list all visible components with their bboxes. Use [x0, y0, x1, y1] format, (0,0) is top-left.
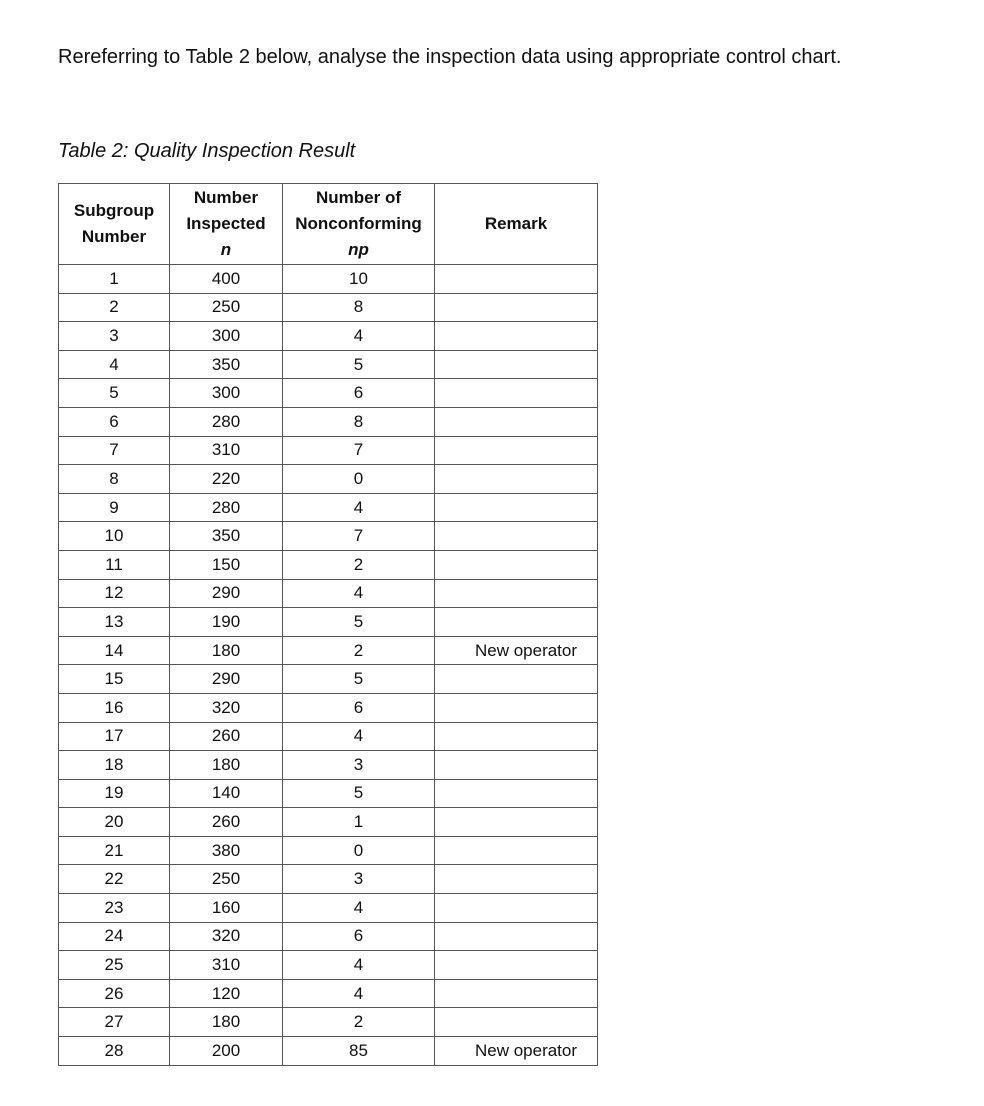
remark-cell [435, 350, 598, 379]
subgroup-cell: 2 [59, 293, 170, 322]
nonconforming-cell: 10 [283, 265, 435, 294]
table-row [59, 379, 598, 408]
subgroup-cell: 20 [59, 808, 170, 837]
subgroup-cell: 10 [59, 522, 170, 551]
subgroup-cell: 25 [59, 951, 170, 980]
remark-cell [435, 922, 598, 951]
remark-cell [435, 465, 598, 494]
table-row [59, 779, 598, 808]
table-row [59, 865, 598, 894]
table-row [59, 894, 598, 923]
table-row [59, 693, 598, 722]
inspected-cell: 290 [170, 665, 283, 694]
remark-cell [435, 665, 598, 694]
remark-cell [435, 579, 598, 608]
inspected-cell: 250 [170, 865, 283, 894]
inspected-cell: 250 [170, 293, 283, 322]
table-row [59, 436, 598, 465]
remark-cell [435, 979, 598, 1008]
subgroup-cell: 22 [59, 865, 170, 894]
inspected-cell: 160 [170, 894, 283, 923]
subgroup-cell: 9 [59, 493, 170, 522]
subgroup-cell: 13 [59, 608, 170, 637]
remark-cell: New operator [435, 636, 598, 665]
inspection-table [58, 183, 598, 1066]
inspected-cell: 290 [170, 579, 283, 608]
remark-cell [435, 265, 598, 294]
remark-cell [435, 522, 598, 551]
subgroup-cell: 17 [59, 722, 170, 751]
inspected-cell: 180 [170, 636, 283, 665]
table-row [59, 922, 598, 951]
table-row [59, 265, 598, 294]
table-row [59, 322, 598, 351]
nonconforming-cell: 7 [283, 436, 435, 465]
subgroup-cell: 18 [59, 751, 170, 780]
table-row [59, 407, 598, 436]
subgroup-cell: 28 [59, 1037, 170, 1066]
inspected-cell: 120 [170, 979, 283, 1008]
table-row [59, 722, 598, 751]
table-row [59, 579, 598, 608]
subgroup-cell: 26 [59, 979, 170, 1008]
inspected-cell: 150 [170, 550, 283, 579]
nonconforming-cell: 6 [283, 693, 435, 722]
subgroup-cell: 12 [59, 579, 170, 608]
subgroup-cell: 5 [59, 379, 170, 408]
subgroup-cell: 6 [59, 407, 170, 436]
inspected-cell: 280 [170, 407, 283, 436]
inspected-cell: 180 [170, 751, 283, 780]
inspected-cell: 400 [170, 265, 283, 294]
subgroup-cell: 21 [59, 836, 170, 865]
subgroup-cell: 14 [59, 636, 170, 665]
table-row [59, 665, 598, 694]
nonconforming-cell: 5 [283, 350, 435, 379]
nonconforming-cell: 0 [283, 836, 435, 865]
nonconforming-cell: 8 [283, 293, 435, 322]
nonconforming-cell: 3 [283, 751, 435, 780]
subgroup-cell: 3 [59, 322, 170, 351]
remark-cell [435, 493, 598, 522]
remark-cell [435, 751, 598, 780]
table-row [59, 1037, 598, 1066]
header-row [59, 184, 598, 265]
remark-cell [435, 722, 598, 751]
header-inspected-symbol: n [220, 240, 232, 259]
header-subgroup [59, 184, 170, 265]
inspected-cell: 260 [170, 722, 283, 751]
subgroup-cell: 23 [59, 894, 170, 923]
inspected-cell: 280 [170, 493, 283, 522]
nonconforming-cell: 5 [283, 779, 435, 808]
nonconforming-cell: 2 [283, 1008, 435, 1037]
inspected-cell: 350 [170, 350, 283, 379]
inspected-cell: 140 [170, 779, 283, 808]
table-row [59, 1008, 598, 1037]
remark-cell [435, 894, 598, 923]
table-row [59, 979, 598, 1008]
table-row [59, 550, 598, 579]
nonconforming-cell: 4 [283, 493, 435, 522]
header-nonconforming-symbol: np [348, 240, 369, 259]
nonconforming-cell: 5 [283, 608, 435, 637]
remark-cell [435, 407, 598, 436]
inspected-cell: 220 [170, 465, 283, 494]
table-body [59, 265, 598, 1066]
nonconforming-cell: 5 [283, 665, 435, 694]
subgroup-cell: 11 [59, 550, 170, 579]
table-row [59, 636, 598, 665]
nonconforming-cell: 2 [283, 550, 435, 579]
table-header [59, 184, 598, 265]
inspected-cell: 350 [170, 522, 283, 551]
remark-cell [435, 951, 598, 980]
inspected-cell: 320 [170, 693, 283, 722]
header-inspected-line1: Number [193, 188, 259, 207]
nonconforming-cell: 6 [283, 922, 435, 951]
nonconforming-cell: 4 [283, 979, 435, 1008]
remark-cell [435, 693, 598, 722]
subgroup-cell: 15 [59, 665, 170, 694]
header-nonconforming-line1: Number of [316, 188, 401, 207]
question-text: Rereferring to Table 2 below, analyse the inspection data using appropriate control chart. [58, 46, 842, 68]
inspected-cell: 300 [170, 379, 283, 408]
remark-cell: New operator [435, 1037, 598, 1066]
header-nonconforming [283, 184, 435, 265]
table-row [59, 951, 598, 980]
remark-cell [435, 379, 598, 408]
table-row [59, 608, 598, 637]
remark-cell [435, 865, 598, 894]
subgroup-cell: 1 [59, 265, 170, 294]
inspected-cell: 260 [170, 808, 283, 837]
remark-cell [435, 779, 598, 808]
subgroup-cell: 16 [59, 693, 170, 722]
nonconforming-cell: 3 [283, 865, 435, 894]
header-inspected-line2: Inspected [186, 214, 266, 233]
nonconforming-cell: 6 [283, 379, 435, 408]
subgroup-cell: 24 [59, 922, 170, 951]
header-nonconforming-line2: Nonconforming [295, 214, 422, 233]
header-subgroup-line1: Subgroup [73, 201, 155, 220]
remark-cell [435, 608, 598, 637]
nonconforming-cell: 8 [283, 407, 435, 436]
remark-cell [435, 322, 598, 351]
nonconforming-cell: 4 [283, 722, 435, 751]
inspected-cell: 380 [170, 836, 283, 865]
remark-cell [435, 836, 598, 865]
table-row [59, 836, 598, 865]
table-row [59, 350, 598, 379]
nonconforming-cell: 0 [283, 465, 435, 494]
table-row [59, 465, 598, 494]
inspected-cell: 310 [170, 951, 283, 980]
nonconforming-cell: 4 [283, 894, 435, 923]
inspected-cell: 300 [170, 322, 283, 351]
header-subgroup-line2: Number [81, 227, 147, 246]
subgroup-cell: 27 [59, 1008, 170, 1037]
remark-cell [435, 436, 598, 465]
inspected-cell: 200 [170, 1037, 283, 1066]
subgroup-cell: 8 [59, 465, 170, 494]
subgroup-cell: 4 [59, 350, 170, 379]
table-row [59, 493, 598, 522]
inspected-cell: 180 [170, 1008, 283, 1037]
inspected-cell: 310 [170, 436, 283, 465]
remark-cell [435, 550, 598, 579]
table-caption: Table 2: Quality Inspection Result [58, 140, 356, 162]
table-row [59, 808, 598, 837]
nonconforming-cell: 4 [283, 322, 435, 351]
nonconforming-cell: 2 [283, 636, 435, 665]
table-row [59, 751, 598, 780]
header-inspected [170, 184, 283, 265]
subgroup-cell: 7 [59, 436, 170, 465]
nonconforming-cell: 85 [283, 1037, 435, 1066]
table-row [59, 522, 598, 551]
inspected-cell: 320 [170, 922, 283, 951]
nonconforming-cell: 7 [283, 522, 435, 551]
remark-cell [435, 1008, 598, 1037]
table-row [59, 293, 598, 322]
nonconforming-cell: 1 [283, 808, 435, 837]
inspected-cell: 190 [170, 608, 283, 637]
header-remark: Remark [435, 184, 598, 265]
subgroup-cell: 19 [59, 779, 170, 808]
nonconforming-cell: 4 [283, 579, 435, 608]
remark-cell [435, 293, 598, 322]
nonconforming-cell: 4 [283, 951, 435, 980]
remark-cell [435, 808, 598, 837]
